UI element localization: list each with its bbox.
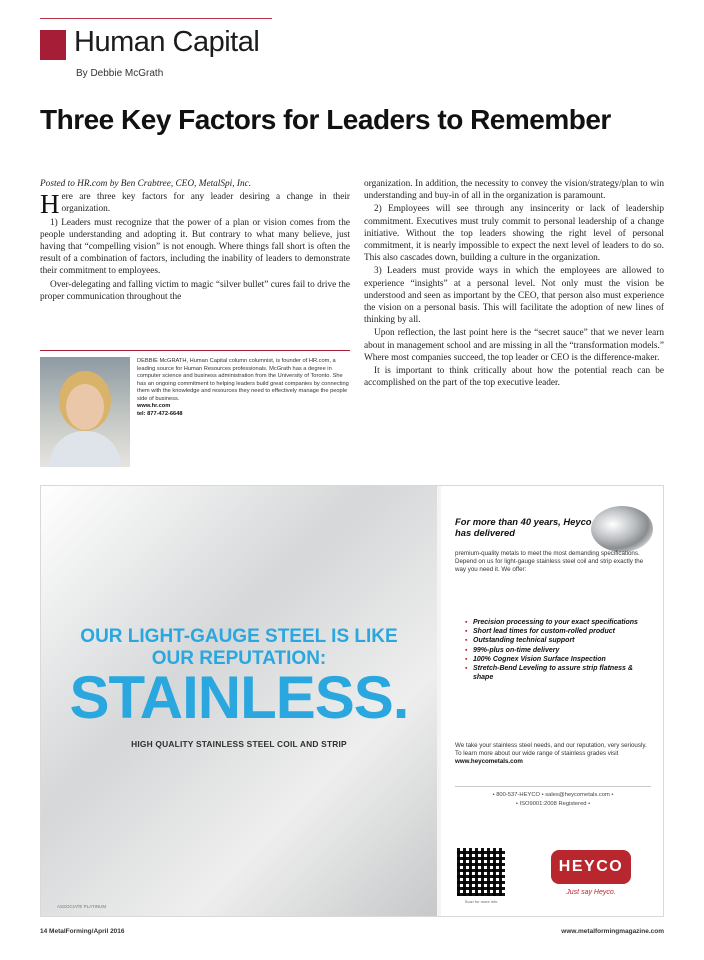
bio-web: www.hr.com bbox=[137, 403, 171, 409]
article-paragraph: It is important to think critically about how the potential reach can be accomplished on the part of the top executive leader. bbox=[364, 366, 664, 389]
ad-big-word: STAINLESS. bbox=[69, 664, 409, 731]
section-title: Human Capital bbox=[74, 26, 260, 58]
footer-website: www.metalformingmagazine.com bbox=[561, 928, 664, 935]
list-item: ▪ Stretch-Bend Leveling to assure strip flatness & shape bbox=[465, 664, 653, 682]
heyco-logo: HEYCO bbox=[551, 850, 631, 884]
ad-url-link[interactable]: www.heycometals.com bbox=[455, 758, 523, 765]
ad-closing: We take your stainless steel needs, and our reputation, very seriously. To learn more about our wide range of stainless grades visit www.heycometals.com bbox=[455, 742, 647, 765]
ad-divider bbox=[455, 786, 651, 787]
section-color-block bbox=[40, 30, 66, 60]
article-lead: Here are three key factors for any leader desiring a change in their organization. bbox=[40, 189, 350, 220]
list-item: ▪ Precision processing to your exact specifications bbox=[465, 618, 653, 627]
article-column-2 bbox=[364, 178, 664, 390]
ad-subline: HIGH QUALITY STAINLESS STEEL COIL AND STRIP bbox=[131, 739, 347, 749]
article-paragraph: Over-delegating and falling victim to magic “silver bullet” cures fail to drive the proper communication throughout the bbox=[40, 279, 350, 302]
qr-caption: Scan for more info bbox=[464, 899, 498, 904]
article-column-1 bbox=[40, 178, 350, 304]
logo-tagline: Just say Heyco. bbox=[566, 889, 616, 896]
byline: By Debbie McGrath bbox=[76, 68, 164, 79]
footer-folio: 14 MetalForming/April 2016 bbox=[40, 928, 125, 935]
bio-rule bbox=[40, 350, 350, 351]
top-rule bbox=[40, 18, 272, 19]
article-paragraph: 2) Employees will see through any insincerity or lack of leadership commitment. Executives must truly commit to personal leadership of a change initiative. Without the top leaders showing the right level of personal commitment, it is nearly impossible to expect the next level of leaders to do so. This also cascades down, building a culture in the organization. bbox=[364, 204, 664, 264]
ad-info-panel bbox=[441, 486, 663, 916]
article-paragraph: 1) Leaders must recognize that the power of a plan or vision comes from the people understanding and adopting it. But contrary to what many believe, just having that “compelling vision” is not enough. Where things fall short is often the result of a combination of factors, including the inability of leaders to demonstrate their commitment to employees. bbox=[40, 217, 350, 277]
bio-tel: tel: 877-472-6648 bbox=[137, 410, 183, 417]
list-item: ▪ 100% Cognex Vision Surface Inspection bbox=[465, 655, 653, 664]
ad-bullet-list bbox=[465, 618, 653, 682]
author-bio bbox=[137, 358, 350, 418]
article-paragraph: 3) Leaders must provide ways in which the employees are allowed to experience “insights” at a personal level. Not only must the vision be understood and seen as important by the CEO, that person also must experience the vision on a personal basis. This will facilitate the adoption of new lines of thinking by all. bbox=[364, 266, 664, 326]
author-portrait-icon bbox=[40, 357, 130, 467]
headline: Three Key Factors for Leaders to Remember bbox=[40, 104, 611, 135]
qr-code-icon[interactable] bbox=[457, 848, 505, 896]
bio-text: DEBBIE McGRATH, Human Capital column columnist, is founder of HR.com, a leading source for Human Resources professionals. McGrath has a degree in computer science and business administration from the University of Toronto. She has an ongoing commitment to helping leaders build great companies by connecting them with the knowledge and resources they need to effectively manage the people side of business. bbox=[137, 358, 349, 402]
list-item: ▪ Outstanding technical support bbox=[465, 636, 653, 645]
ad-info-heading: For more than 40 years, Heyco has delivered bbox=[455, 516, 592, 538]
list-item: ▪ Short lead times for custom-rolled product bbox=[465, 627, 653, 636]
ad-contact: • 800-537-HEYCO • sales@heycometals.com • • ISO9001:2008 Registered • bbox=[492, 792, 614, 807]
dropcap: H bbox=[40, 189, 60, 220]
ad-info-body: premium-quality metals to meet the most demanding specifications. Depend on us for light-gauge stainless steel coil and strip exactly the way you need it. We offer: bbox=[455, 550, 644, 573]
list-item: ▪ 99%-plus on-time delivery bbox=[465, 646, 653, 655]
ad-credit: ASSOCIATE PLATINUM bbox=[57, 904, 107, 909]
article-intro: Posted to HR.com by Ben Crabtree, CEO, MetalSpi, Inc. bbox=[40, 179, 252, 189]
advertisement[interactable] bbox=[40, 485, 664, 917]
steel-coil-icon bbox=[591, 506, 653, 552]
author-photo bbox=[40, 357, 130, 467]
ad-tagline: OUR LIGHT-GAUGE STEEL IS LIKE OUR REPUTATION: bbox=[80, 626, 398, 669]
article-paragraph: Upon reflection, the last point here is the “secret sauce” that we never learn about in management school and are missing in all the “transformation models.” Where most companies succeed, the top leader or CEO is the difference-maker. bbox=[364, 328, 664, 363]
article-paragraph: organization. In addition, the necessity to convey the vision/strategy/plan to win understanding and buy-in of all in the organization is paramount. bbox=[364, 179, 664, 202]
